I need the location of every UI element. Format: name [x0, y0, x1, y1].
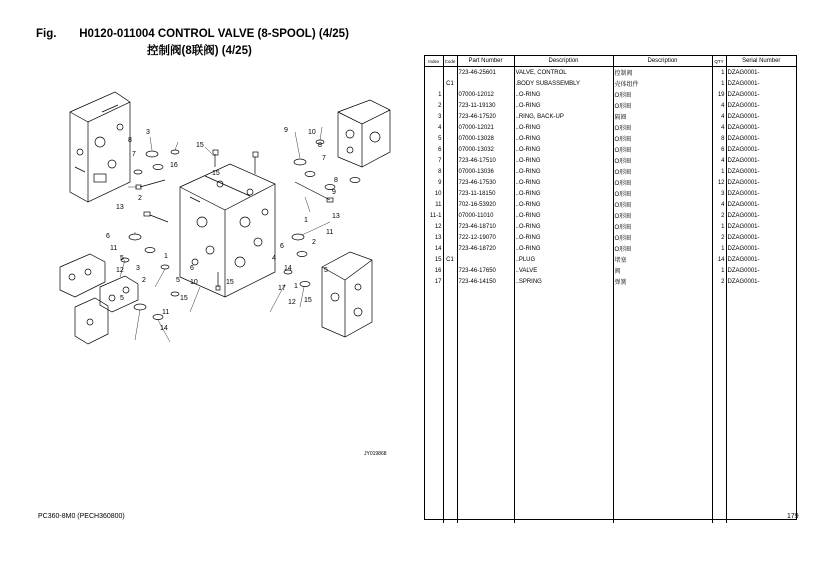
callout-label: 8 [318, 142, 322, 149]
cell-index: 10 [425, 188, 443, 199]
cell-desc-cn: O形圈 [613, 122, 712, 133]
cell-part [457, 78, 514, 89]
callout-label: 8 [334, 177, 338, 184]
cell-serial: DZAG0001- [727, 124, 760, 131]
callout-label: 5 [120, 295, 124, 302]
exploded-view-drawing [40, 72, 416, 464]
cell-index: 6 [425, 144, 443, 155]
cell-serial: DZAG0001- [727, 201, 760, 208]
cell-index: 3 [425, 111, 443, 122]
cell-desc-cn: O形圈 [613, 144, 712, 155]
right-lower-block [322, 252, 372, 337]
callout-label: 3 [146, 129, 150, 136]
cell-code [443, 265, 457, 276]
table-row [425, 210, 796, 221]
table-row [425, 276, 796, 287]
callout-label: 11 [110, 245, 118, 252]
left-lower-parts [60, 254, 138, 344]
page-subtitle: 控制阀(8联阀) (4/25) [147, 45, 252, 57]
callout-label: 7 [132, 151, 136, 158]
callout-label: 15 [226, 279, 234, 286]
cell-desc-cn: 隔圈 [613, 111, 712, 122]
cell-part: 07000-13028 [457, 133, 514, 144]
cell-desc-cn: O形圈 [613, 221, 712, 232]
cell-desc: .BODY SUBASSEMBLY [514, 78, 613, 89]
cell-index: 2 [425, 100, 443, 111]
callout-label: 8 [128, 137, 132, 144]
cell-qty: 1 [712, 265, 726, 276]
cell-code [443, 155, 457, 166]
cell-serial: DZAG0001- [727, 146, 760, 153]
callout-label: 10 [190, 279, 198, 286]
table-row [425, 265, 796, 276]
page-header [36, 28, 349, 40]
page-number: 179 [787, 513, 799, 520]
cell-serial: DZAG0001- [727, 80, 760, 87]
callout-label: 15 [180, 295, 188, 302]
cell-index: 17 [425, 276, 443, 287]
cell-desc: ..O-RING [514, 177, 613, 188]
cell-desc-cn: O形圈 [613, 89, 712, 100]
cell-part: 702-16-53920 [457, 199, 514, 210]
cell-code [443, 276, 457, 287]
empty-cell [425, 287, 443, 523]
cell-index: 9 [425, 177, 443, 188]
callout-label: 7 [322, 155, 326, 162]
empty-cell [443, 287, 457, 523]
cell-desc: ..O-RING [514, 232, 613, 243]
callout-label: 2 [312, 239, 316, 246]
callout-label: 15 [304, 297, 312, 304]
empty-cell [712, 287, 726, 523]
cell-desc-cn: O形圈 [613, 155, 712, 166]
cell-desc-cn: 弹簧 [613, 276, 712, 287]
cell-code [443, 144, 457, 155]
callout-label: 15 [212, 170, 220, 177]
callout-label: 6 [106, 233, 110, 240]
cell-desc: ..O-RING [514, 243, 613, 254]
table-row [425, 133, 796, 144]
cell-index: 16 [425, 265, 443, 276]
cell-part: 723-46-18710 [457, 221, 514, 232]
cell-code [443, 133, 457, 144]
cell-desc-cn: O形圈 [613, 133, 712, 144]
cell-serial: DZAG0001- [727, 157, 760, 164]
cell-qty: 3 [712, 188, 726, 199]
cell-desc: ..PLUG [514, 254, 613, 265]
column-header: Description [613, 56, 712, 67]
cell-serial: DZAG0001- [727, 212, 760, 219]
cell-qty: 4 [712, 122, 726, 133]
callout-label: 14 [160, 325, 168, 332]
cell-qty: 19 [712, 89, 726, 100]
table-row [425, 177, 796, 188]
callout-label: 1 [294, 283, 298, 290]
cell-code [443, 166, 457, 177]
cell-desc-cn: O形圈 [613, 210, 712, 221]
cell-code [443, 243, 457, 254]
cell-desc: ..O-RING [514, 144, 613, 155]
cell-serial: DZAG0001- [727, 234, 760, 241]
cell-serial: DZAG0001- [727, 190, 760, 197]
table-row [425, 232, 796, 243]
parts-list-body [425, 67, 796, 524]
cell-code [443, 232, 457, 243]
cell-part: 722-12-19070 [457, 232, 514, 243]
cell-serial: DZAG0001- [727, 267, 760, 274]
cell-qty: 1 [712, 221, 726, 232]
cell-qty: 1 [712, 67, 726, 79]
callout-label: 5 [324, 267, 328, 274]
cell-serial: DZAG0001- [727, 91, 760, 98]
fig-label: Fig. [36, 28, 57, 40]
cell-qty: 2 [712, 210, 726, 221]
empty-cell [457, 287, 514, 523]
cell-desc-cn: O形圈 [613, 177, 712, 188]
cell-qty: 1 [712, 166, 726, 177]
cell-part: 723-46-25601 [457, 67, 514, 79]
callout-label: 13 [332, 213, 340, 220]
table-header-row [425, 56, 796, 67]
cell-qty: 8 [712, 133, 726, 144]
cell-desc: ..SPRING [514, 276, 613, 287]
cell-qty: 4 [712, 199, 726, 210]
cell-code [443, 67, 457, 79]
table-row [425, 111, 796, 122]
table-row [425, 67, 796, 79]
callout-label: 4 [272, 255, 276, 262]
column-header: Part Number [457, 56, 514, 67]
cell-serial: DZAG0001- [727, 223, 760, 230]
cell-index [425, 67, 443, 79]
cell-code [443, 188, 457, 199]
callout-label: 17 [278, 285, 286, 292]
cell-part [457, 254, 514, 265]
cell-desc-cn: O形圈 [613, 232, 712, 243]
cell-index: 1 [425, 89, 443, 100]
column-header: Serial Number [726, 56, 796, 67]
callout-label: 11 [326, 229, 334, 236]
table-row [425, 254, 796, 265]
cell-desc: ..O-RING [514, 100, 613, 111]
cell-desc: ..O-RING [514, 166, 613, 177]
callout-label: 2 [138, 195, 142, 202]
column-header: QTY [712, 56, 726, 67]
cell-index: 15 [425, 254, 443, 265]
cell-part: 07000-11010 [457, 210, 514, 221]
cell-serial: DZAG0001- [727, 135, 760, 142]
table-row [425, 243, 796, 254]
cell-qty: 1 [712, 78, 726, 89]
cell-code: C1 [443, 78, 457, 89]
cell-qty: 4 [712, 111, 726, 122]
callout-label: 1 [164, 253, 168, 260]
cell-index: 11 [425, 199, 443, 210]
cell-qty: 12 [712, 177, 726, 188]
cell-qty: 4 [712, 100, 726, 111]
cell-desc: ..O-RING [514, 155, 613, 166]
callout-label: 9 [332, 189, 336, 196]
table-row [425, 122, 796, 133]
cell-desc: ..O-RING [514, 221, 613, 232]
cell-part: 723-11-18150 [457, 188, 514, 199]
right-upper-block [338, 100, 390, 167]
cell-desc-cn: O形圈 [613, 166, 712, 177]
callout-label: 2 [142, 277, 146, 284]
cell-desc-cn: 阀 [613, 265, 712, 276]
main-valve-block [180, 164, 275, 297]
cell-desc: ..O-RING [514, 199, 613, 210]
callout-label: 5 [176, 277, 180, 284]
callout-label: 5 [120, 255, 124, 262]
cell-code [443, 122, 457, 133]
cell-part: 723-46-14150 [457, 276, 514, 287]
cell-code [443, 89, 457, 100]
cell-part: 723-11-19130 [457, 100, 514, 111]
table-row [425, 155, 796, 166]
cell-desc-cn: O形圈 [613, 100, 712, 111]
cell-desc: ..O-RING [514, 89, 613, 100]
callout-label: 1 [304, 217, 308, 224]
drawing-number: JY019868 [364, 451, 387, 457]
table-row [425, 166, 796, 177]
cell-desc-cn: O形圈 [613, 188, 712, 199]
table-row [425, 100, 796, 111]
callout-label: 15 [196, 142, 204, 149]
cell-desc: ..VALVE [514, 265, 613, 276]
cell-part: 723-46-17530 [457, 177, 514, 188]
callout-label: 9 [284, 127, 288, 134]
cell-index: 13 [425, 232, 443, 243]
left-upper-block [70, 92, 130, 202]
cell-serial: DZAG0001- [727, 245, 760, 252]
column-header: Index [425, 56, 443, 67]
callout-label: 6 [280, 243, 284, 250]
cell-qty: 6 [712, 144, 726, 155]
cell-code [443, 100, 457, 111]
cell-desc: VALVE, CONTROL [514, 67, 613, 79]
table-filler-row [425, 287, 796, 523]
cell-part: 07000-12012 [457, 89, 514, 100]
callout-label: 10 [308, 129, 316, 136]
cell-part: 723-46-17650 [457, 265, 514, 276]
cell-serial: DZAG0001- [727, 256, 760, 263]
cell-desc: ..RING, BACK-UP [514, 111, 613, 122]
cell-desc-cn: O形圈 [613, 243, 712, 254]
cell-qty: 2 [712, 276, 726, 287]
cell-index: 5 [425, 133, 443, 144]
cell-qty: 1 [712, 243, 726, 254]
column-header: Code [443, 56, 457, 67]
cell-qty: 14 [712, 254, 726, 265]
cell-desc: ..O-RING [514, 122, 613, 133]
cell-index: 14 [425, 243, 443, 254]
cell-part: 723-46-17510 [457, 155, 514, 166]
cell-desc: ..O-RING [514, 188, 613, 199]
cell-code [443, 221, 457, 232]
table-row [425, 221, 796, 232]
cell-index [425, 78, 443, 89]
callout-label: 13 [116, 204, 124, 211]
cell-index: 8 [425, 166, 443, 177]
cell-desc: ..O-RING [514, 210, 613, 221]
callout-label: 14 [284, 265, 292, 272]
cell-desc-cn: 控制阀 [613, 67, 712, 79]
cell-code [443, 177, 457, 188]
cell-serial: DZAG0001- [727, 179, 760, 186]
callout-numbers [106, 127, 340, 332]
callout-label: 3 [136, 265, 140, 272]
column-header: Description [514, 56, 613, 67]
cell-part: 723-46-17520 [457, 111, 514, 122]
table-row [425, 199, 796, 210]
callout-label: 6 [190, 265, 194, 272]
cell-serial: DZAG0001- [727, 168, 760, 175]
table-row [425, 144, 796, 155]
cell-part: 723-46-18720 [457, 243, 514, 254]
cell-code [443, 210, 457, 221]
cell-index: 7 [425, 155, 443, 166]
parts-list-table [424, 55, 797, 520]
callout-label: 12 [288, 299, 296, 306]
footer-model: PC360-8M0 (PECH360800) [38, 513, 125, 520]
cell-index: 4 [425, 122, 443, 133]
cell-desc: ..O-RING [514, 133, 613, 144]
table-row [425, 188, 796, 199]
cell-index: 11-1 [425, 210, 443, 221]
table-row [425, 89, 796, 100]
cell-code: C1 [443, 254, 457, 265]
cell-qty: 4 [712, 155, 726, 166]
cell-index: 12 [425, 221, 443, 232]
callout-label: 12 [116, 267, 124, 274]
cell-serial: DZAG0001- [727, 102, 760, 109]
cell-serial: DZAG0001- [727, 113, 760, 120]
cell-desc-cn: 堵塞 [613, 254, 712, 265]
cell-desc-cn: O形圈 [613, 199, 712, 210]
cell-part: 07000-13032 [457, 144, 514, 155]
cell-desc-cn: 壳体组件 [613, 78, 712, 89]
empty-cell [726, 287, 796, 523]
cell-part: 07000-12021 [457, 122, 514, 133]
page-title: H0120-011004 CONTROL VALVE (8-SPOOL) (4/25) [79, 28, 349, 40]
empty-cell [613, 287, 712, 523]
cell-part: 07000-13036 [457, 166, 514, 177]
callout-label: 11 [162, 309, 170, 316]
o-rings [121, 140, 360, 320]
empty-cell [514, 287, 613, 523]
cell-qty: 2 [712, 232, 726, 243]
cell-code [443, 111, 457, 122]
cell-serial: DZAG0001- [727, 278, 760, 285]
cell-serial: DZAG0001- [727, 69, 760, 76]
table-row [425, 78, 796, 89]
callout-label: 16 [170, 162, 178, 169]
cell-code [443, 199, 457, 210]
